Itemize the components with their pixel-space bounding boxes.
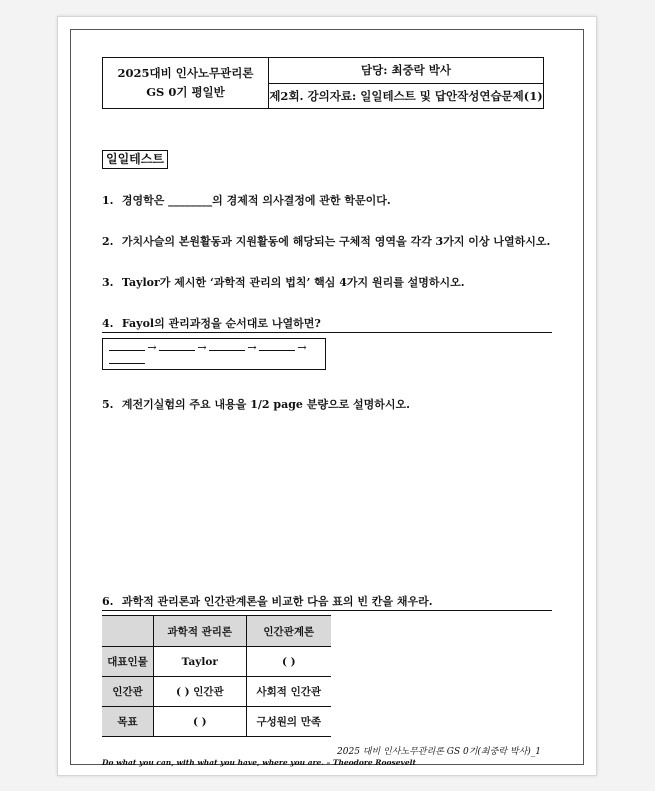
question-3 bbox=[102, 274, 465, 290]
sequence-row bbox=[109, 341, 309, 354]
course-title-cell bbox=[103, 58, 269, 109]
question-number: 4. bbox=[102, 317, 114, 330]
table-cell: Taylor bbox=[154, 647, 246, 677]
table-row bbox=[102, 677, 331, 707]
question-number: 2. bbox=[102, 235, 114, 248]
session-cell: 제2회. 강의자료: 일일테스트 및 답안작성연습문제(1) bbox=[269, 83, 544, 109]
question-text: Fayol의 관리과정을 순서대로 나열하면? bbox=[121, 317, 321, 330]
table-cell: 사회적 인간관 bbox=[246, 677, 331, 707]
question-text: 계전기실험의 주요 내용을 1/2 page 분량으로 설명하시오. bbox=[121, 398, 411, 411]
question-number: 5. bbox=[102, 398, 114, 411]
table-cell: ( ) 인간관 bbox=[154, 677, 246, 707]
question-2 bbox=[102, 233, 550, 249]
course-title-line1: 2025대비 인사노무관리론 bbox=[117, 66, 254, 80]
answer-blank[interactable] bbox=[109, 354, 145, 364]
sequence-row-2 bbox=[109, 354, 145, 367]
arrow-icon: → bbox=[297, 341, 307, 354]
answer-blank[interactable] bbox=[209, 341, 245, 351]
table-cell: ( ) bbox=[154, 707, 246, 737]
row-label: 목표 bbox=[102, 707, 154, 737]
table-row bbox=[102, 647, 331, 677]
instructor-cell: 담당: 최중락 박사 bbox=[269, 58, 544, 84]
arrow-icon: → bbox=[197, 341, 207, 354]
course-title-line2: GS 0기 평일반 bbox=[146, 85, 225, 99]
sequence-answer-box bbox=[102, 338, 326, 370]
table-header-cell bbox=[102, 616, 154, 647]
comparison-table bbox=[102, 615, 331, 737]
question-number: 3. bbox=[102, 276, 114, 289]
row-label: 대표인물 bbox=[102, 647, 154, 677]
question-text: 경영학은 ________의 경제적 의사결정에 관한 학문이다. bbox=[121, 194, 391, 207]
document-page bbox=[57, 16, 597, 776]
answer-blank[interactable] bbox=[259, 341, 295, 351]
question-text: Taylor가 제시한 ‘과학적 관리의 법칙’ 핵심 4가지 원리를 설명하시오. bbox=[121, 276, 465, 289]
table-cell: 구성원의 만족 bbox=[246, 707, 331, 737]
table-header-cell: 인간관계론 bbox=[246, 616, 331, 647]
arrow-icon: → bbox=[147, 341, 157, 354]
question-5 bbox=[102, 396, 410, 412]
footer-quote: Do what you can, with what you have, where you are. – Theodore Roosevelt bbox=[102, 758, 416, 767]
table-header-row bbox=[102, 616, 331, 647]
question-number: 6. bbox=[102, 595, 114, 608]
question-number: 1. bbox=[102, 194, 114, 207]
answer-blank[interactable] bbox=[159, 341, 195, 351]
table-header-cell: 과학적 관리론 bbox=[154, 616, 246, 647]
question-4 bbox=[102, 315, 552, 333]
row-label: 인간관 bbox=[102, 677, 154, 707]
question-1 bbox=[102, 192, 391, 208]
question-6 bbox=[102, 593, 552, 611]
arrow-icon: → bbox=[247, 341, 257, 354]
question-text: 과학적 관리론과 인간관계론을 비교한 다음 표의 빈 칸을 채우라. bbox=[121, 595, 433, 608]
table-row bbox=[102, 707, 331, 737]
header-table bbox=[102, 57, 544, 109]
question-text: 가치사슬의 본원활동과 지원활동에 해당되는 구체적 영역을 각각 3가지 이상 나열하시오. bbox=[121, 235, 551, 248]
answer-blank[interactable] bbox=[109, 341, 145, 351]
page-footer: 2025 대비 인사노무관리론 GS 0기(최중락 박사)_1 bbox=[337, 747, 541, 757]
section-title: 일일테스트 bbox=[102, 150, 168, 169]
table-cell: ( ) bbox=[246, 647, 331, 677]
